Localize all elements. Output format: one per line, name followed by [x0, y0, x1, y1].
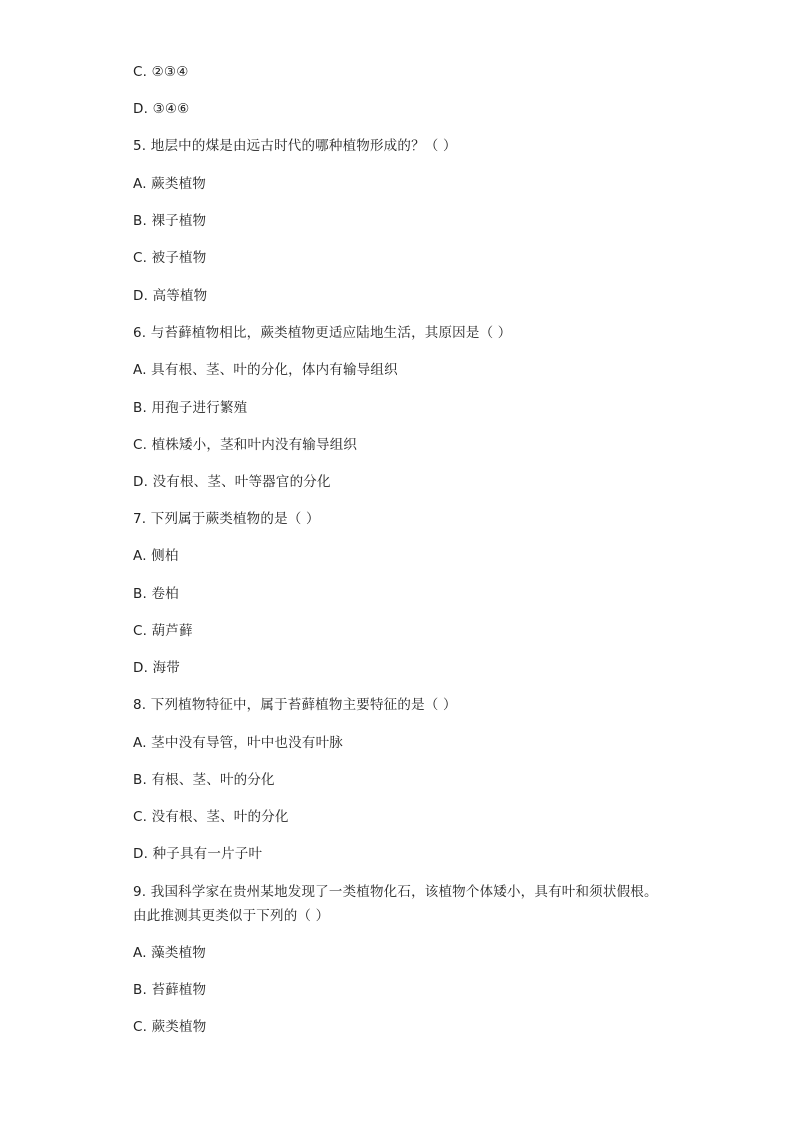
option-a-q9: A. 藻类植物	[133, 945, 206, 961]
option-d-q5: D. 高等植物	[133, 288, 208, 304]
option-a-q5: A. 蕨类植物	[133, 176, 206, 192]
option-b-q7: B. 卷柏	[133, 586, 179, 602]
option-c-q8: C. 没有根、茎、叶的分化	[133, 809, 289, 825]
option-a-q6: A. 具有根、茎、叶的分化，体内有输导组织	[133, 362, 398, 378]
option-d-q6: D. 没有根、茎、叶等器官的分化	[133, 474, 331, 490]
question-9-line-1: 9. 我国科学家在贵州某地发现了一类植物化石，该植物个体矮小，具有叶和须状假根。	[133, 884, 658, 900]
option-c-q9: C. 蕨类植物	[133, 1019, 207, 1035]
option-c-q7: C. 葫芦藓	[133, 623, 193, 639]
option-b-q9: B. 苔藓植物	[133, 982, 207, 998]
question-9-line-2: 由此推测其更类似于下列的（ ）	[133, 908, 330, 924]
option-d-q4: D. ③④⑥	[133, 101, 190, 117]
question-7: 7. 下列属于蕨类植物的是（ ）	[133, 511, 320, 527]
option-d-q7: D. 海带	[133, 660, 180, 676]
question-6: 6. 与苔藓植物相比，蕨类植物更适应陆地生活，其原因是（ ）	[133, 325, 512, 341]
option-b-q5: B. 裸子植物	[133, 213, 207, 229]
question-8: 8. 下列植物特征中，属于苔藓植物主要特征的是（ ）	[133, 697, 457, 713]
option-d-q8: D. 种子具有一片子叶	[133, 846, 263, 862]
option-a-q7: A. 侧柏	[133, 548, 179, 564]
option-a-q8: A. 茎中没有导管，叶中也没有叶脉	[133, 735, 343, 751]
question-5: 5. 地层中的煤是由远古时代的哪种植物形成的？（ ）	[133, 138, 457, 154]
option-c-q5: C. 被子植物	[133, 250, 207, 266]
option-c-q4: C. ②③④	[133, 64, 189, 80]
option-b-q8: B. 有根、茎、叶的分化	[133, 772, 275, 788]
option-c-q6: C. 植株矮小，茎和叶内没有输导组织	[133, 437, 358, 453]
option-b-q6: B. 用孢子进行繁殖	[133, 400, 248, 416]
